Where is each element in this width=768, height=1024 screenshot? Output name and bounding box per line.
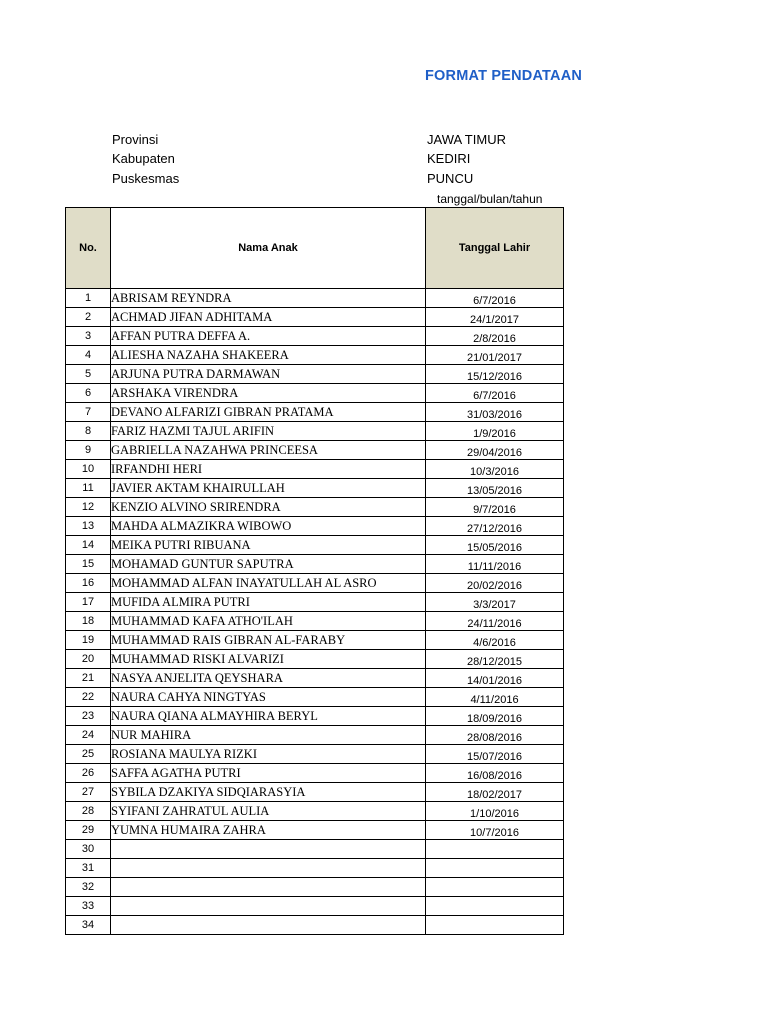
page-title-container: [0, 68, 583, 90]
birth-date: [426, 897, 564, 916]
child-name: NAURA QIANA ALMAYHIRA BERYL: [111, 707, 426, 726]
birth-date: 21/01/2017: [426, 346, 564, 365]
child-name: MUHAMMAD KAFA ATHO'ILAH: [111, 612, 426, 631]
birth-date: 1/9/2016: [426, 422, 564, 441]
row-number: 24: [66, 726, 111, 745]
table-header-row: [66, 208, 564, 289]
table-row: [66, 517, 564, 536]
health-center-label: Puskesmas: [112, 171, 180, 186]
child-name: MUHAMMAD RAIS GIBRAN AL-FARABY: [111, 631, 426, 650]
regency-value: KEDIRI: [427, 151, 471, 166]
child-name: NASYA ANJELITA QEYSHARA: [111, 669, 426, 688]
birth-date: 27/12/2016: [426, 517, 564, 536]
birth-date: 24/11/2016: [426, 612, 564, 631]
birth-date: 9/7/2016: [426, 498, 564, 517]
birth-date: 6/7/2016: [426, 289, 564, 308]
birth-date: [426, 859, 564, 878]
child-name: MAHDA ALMAZIKRA WIBOWO: [111, 517, 426, 536]
row-number: 5: [66, 365, 111, 384]
health-center-value: PUNCU: [427, 171, 474, 186]
birth-date: 2/8/2016: [426, 327, 564, 346]
row-number: 3: [66, 327, 111, 346]
birth-date: 3/3/2017: [426, 593, 564, 612]
child-name: SYBILA DZAKIYA SIDQIARASYIA: [111, 783, 426, 802]
birth-date: 20/02/2016: [426, 574, 564, 593]
birth-date: 6/7/2016: [426, 384, 564, 403]
birth-date: 4/6/2016: [426, 631, 564, 650]
row-number: 26: [66, 764, 111, 783]
page-title: FORMAT PENDATAAN: [425, 68, 583, 84]
province-value: JAWA TIMUR: [427, 132, 506, 147]
table-row: [66, 897, 564, 916]
birth-date: 24/1/2017: [426, 308, 564, 327]
child-name: MEIKA PUTRI RIBUANA: [111, 536, 426, 555]
table-row: [66, 783, 564, 802]
row-number: 15: [66, 555, 111, 574]
table-row: [66, 840, 564, 859]
table-row: [66, 536, 564, 555]
birth-date: 10/7/2016: [426, 821, 564, 840]
table-row: [66, 859, 564, 878]
table-row: [66, 802, 564, 821]
child-name: KENZIO ALVINO SRIRENDRA: [111, 498, 426, 517]
row-number: 9: [66, 441, 111, 460]
table-row: [66, 612, 564, 631]
row-number: 4: [66, 346, 111, 365]
row-number: 7: [66, 403, 111, 422]
birth-date: 1/10/2016: [426, 802, 564, 821]
table-row: [66, 745, 564, 764]
row-number: 16: [66, 574, 111, 593]
table-row: [66, 821, 564, 840]
row-number: 19: [66, 631, 111, 650]
birth-date: [426, 878, 564, 897]
table-row: [66, 555, 564, 574]
row-number: 18: [66, 612, 111, 631]
child-name: ARSHAKA VIRENDRA: [111, 384, 426, 403]
birth-date: [426, 840, 564, 859]
row-number: 32: [66, 878, 111, 897]
birth-date: 18/09/2016: [426, 707, 564, 726]
row-number: 27: [66, 783, 111, 802]
row-number: 14: [66, 536, 111, 555]
table-row: [66, 365, 564, 384]
child-name: [111, 878, 426, 897]
row-number: 12: [66, 498, 111, 517]
row-number: 34: [66, 916, 111, 935]
row-number: 23: [66, 707, 111, 726]
row-number: 21: [66, 669, 111, 688]
child-name: MUHAMMAD RISKI ALVARIZI: [111, 650, 426, 669]
children-table: [65, 207, 564, 935]
child-name: MOHAMMAD ALFAN INAYATULLAH AL ASRO: [111, 574, 426, 593]
row-number: 33: [66, 897, 111, 916]
birth-date: 13/05/2016: [426, 479, 564, 498]
child-name: GABRIELLA NAZAHWA PRINCEESA: [111, 441, 426, 460]
row-number: 31: [66, 859, 111, 878]
birth-date: [426, 916, 564, 935]
child-name: SAFFA AGATHA PUTRI: [111, 764, 426, 783]
child-name: NAURA CAHYA NINGTYAS: [111, 688, 426, 707]
table-row: [66, 346, 564, 365]
table-row: [66, 669, 564, 688]
child-name: ALIESHA NAZAHA SHAKEERA: [111, 346, 426, 365]
birth-date: 15/12/2016: [426, 365, 564, 384]
table-row: [66, 308, 564, 327]
table-row: [66, 764, 564, 783]
table-row: [66, 289, 564, 308]
table-row: [66, 479, 564, 498]
table-row: [66, 878, 564, 897]
birth-date: 14/01/2016: [426, 669, 564, 688]
birth-date: 15/05/2016: [426, 536, 564, 555]
row-number: 30: [66, 840, 111, 859]
birth-date: 29/04/2016: [426, 441, 564, 460]
child-name: [111, 840, 426, 859]
child-name: [111, 859, 426, 878]
birth-date: 15/07/2016: [426, 745, 564, 764]
child-name: ROSIANA MAULYA RIZKI: [111, 745, 426, 764]
child-name: JAVIER AKTAM KHAIRULLAH: [111, 479, 426, 498]
row-number: 8: [66, 422, 111, 441]
birth-date: 31/03/2016: [426, 403, 564, 422]
row-number: 10: [66, 460, 111, 479]
row-number: 29: [66, 821, 111, 840]
table-row: [66, 327, 564, 346]
birth-date: 11/11/2016: [426, 555, 564, 574]
birth-date: 18/02/2017: [426, 783, 564, 802]
table-row: [66, 574, 564, 593]
table-row: [66, 593, 564, 612]
province-label: Provinsi: [112, 132, 159, 147]
child-name: YUMNA HUMAIRA ZAHRA: [111, 821, 426, 840]
table-row: [66, 441, 564, 460]
table-row: [66, 650, 564, 669]
row-number: 20: [66, 650, 111, 669]
regency-label: Kabupaten: [112, 151, 175, 166]
child-name: DEVANO ALFARIZI GIBRAN PRATAMA: [111, 403, 426, 422]
row-number: 13: [66, 517, 111, 536]
table-row: [66, 403, 564, 422]
child-name: MUFIDA ALMIRA PUTRI: [111, 593, 426, 612]
table-row: [66, 460, 564, 479]
header-no: No.: [66, 208, 111, 289]
table-row: [66, 688, 564, 707]
child-name: SYIFANI ZAHRATUL AULIA: [111, 802, 426, 821]
row-number: 25: [66, 745, 111, 764]
child-name: NUR MAHIRA: [111, 726, 426, 745]
table-row: [66, 384, 564, 403]
child-name: ABRISAM REYNDRA: [111, 289, 426, 308]
child-name: MOHAMAD GUNTUR SAPUTRA: [111, 555, 426, 574]
row-number: 6: [66, 384, 111, 403]
table-row: [66, 707, 564, 726]
child-name: ARJUNA PUTRA DARMAWAN: [111, 365, 426, 384]
child-name: IRFANDHI HERI: [111, 460, 426, 479]
table-row: [66, 726, 564, 745]
table-row: [66, 631, 564, 650]
date-format-note: tanggal/bulan/tahun: [437, 192, 543, 206]
child-name: [111, 916, 426, 935]
table-row: [66, 916, 564, 935]
row-number: 22: [66, 688, 111, 707]
table-row: [66, 422, 564, 441]
row-number: 17: [66, 593, 111, 612]
row-number: 28: [66, 802, 111, 821]
row-number: 11: [66, 479, 111, 498]
child-name: AFFAN PUTRA DEFFA A.: [111, 327, 426, 346]
row-number: 1: [66, 289, 111, 308]
birth-date: 10/3/2016: [426, 460, 564, 479]
header-name: Nama Anak: [111, 208, 426, 289]
header-birth-date: Tanggal Lahir: [426, 208, 564, 289]
birth-date: 28/12/2015: [426, 650, 564, 669]
birth-date: 16/08/2016: [426, 764, 564, 783]
child-name: [111, 897, 426, 916]
row-number: 2: [66, 308, 111, 327]
table-row: [66, 498, 564, 517]
child-name: FARIZ HAZMI TAJUL ARIFIN: [111, 422, 426, 441]
child-name: ACHMAD JIFAN ADHITAMA: [111, 308, 426, 327]
birth-date: 28/08/2016: [426, 726, 564, 745]
birth-date: 4/11/2016: [426, 688, 564, 707]
